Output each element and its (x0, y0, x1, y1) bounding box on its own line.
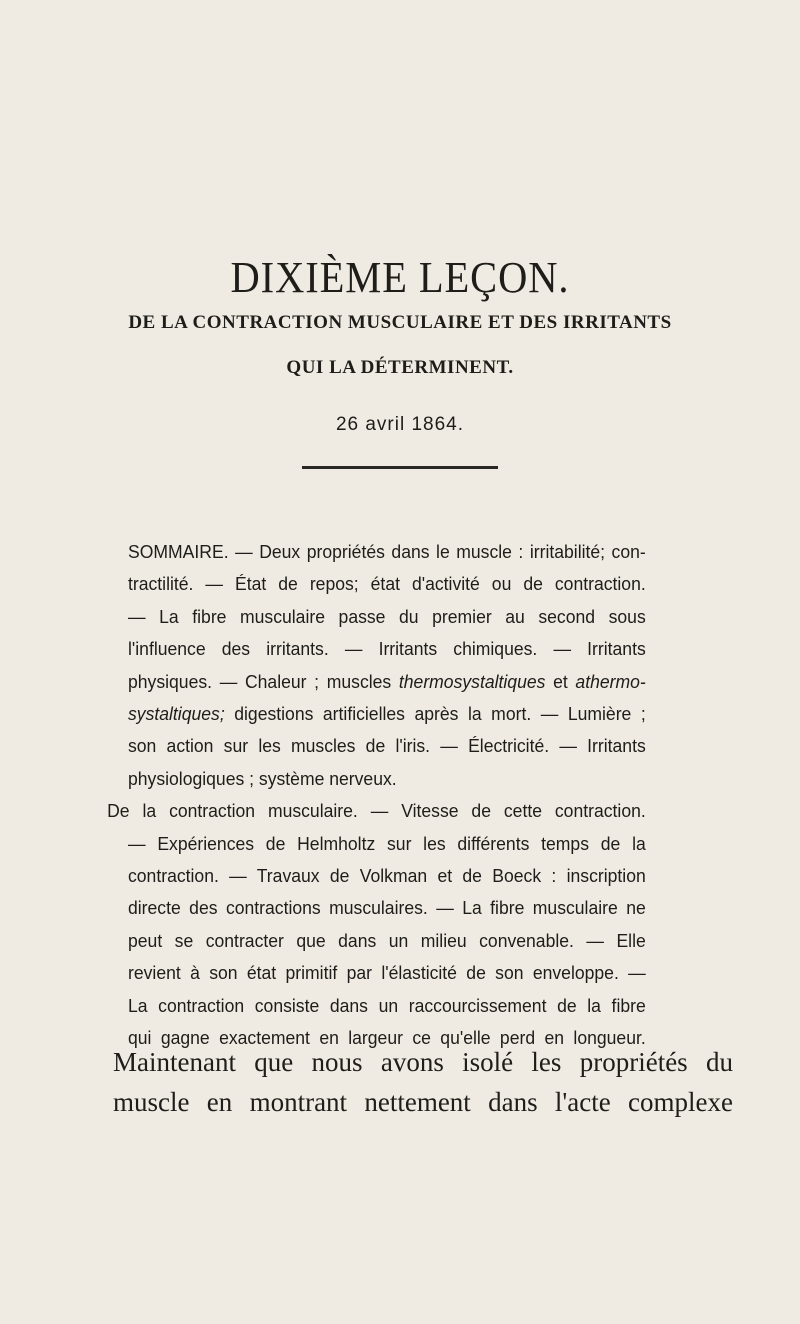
sommaire-line: physiologiques ; système nerveux. (128, 767, 397, 789)
body-line-2: muscle en montrant nettement dans l'acte complexe (113, 1087, 733, 1117)
sommaire-text: physiques. — Chaleur ; muscles (128, 670, 399, 692)
sommaire-line: De la contraction musculaire. — Vitesse de cette contraction. (107, 800, 646, 822)
sommaire-italic-term: systaltiques; (128, 703, 225, 725)
sommaire-line (128, 666, 646, 698)
sommaire-line: SOMMAIRE. — Deux propriétés dans le muscle : irritabilité; con- (128, 541, 646, 562)
sommaire-line: — Expériences de Helmholtz sur les différents temps de la (128, 832, 646, 854)
sommaire-line: qui gagne exactement en largeur ce qu'elle perd en longueur. (128, 1027, 646, 1049)
sommaire-italic-term: thermosystaltiques (398, 670, 546, 692)
chapter-subtitle-line-2: QUI LA DÉTERMINENT. (286, 357, 514, 378)
lecture-date: 26 avril 1864. (335, 414, 465, 435)
lecon-title: DIXIÈME LEÇON. (230, 253, 570, 302)
body-line-1: Maintenant que nous avons isolé les propriétés du (113, 1047, 733, 1077)
sommaire-line: revient à son état primitif par l'élasticité de son enveloppe. — (128, 962, 646, 984)
sommaire-line: — La fibre musculaire passe du premier au second sous (128, 605, 646, 627)
sommaire-text: digestions artificielles après la mort. — Lumière ; (224, 703, 646, 725)
sommaire-line: La contraction consiste dans un raccourcissement de la fibre (128, 994, 646, 1016)
sommaire-line: son action sur les muscles de l'iris. — Électricité. — Irritants (128, 735, 646, 757)
sommaire-text: et (545, 670, 576, 692)
sommaire-italic-term: athermo- (575, 670, 646, 692)
sommaire-line (128, 698, 646, 730)
sommaire-block (107, 536, 646, 1055)
sommaire-line: l'influence des irritants. — Irritants chimiques. — Irritants (128, 638, 646, 660)
sommaire-line: peut se contracter que dans un milieu convenable. — Elle (128, 929, 646, 951)
chapter-subtitle-line-1: DE LA CONTRACTION MUSCULAIRE ET DES IRRITANTS (128, 312, 672, 333)
sommaire-line: contraction. — Travaux de Volkman et de Boeck : inscription (128, 865, 646, 887)
body-paragraph (113, 1042, 733, 1122)
sommaire-line: tractilité. — État de repos; état d'activité ou de contraction. (128, 573, 646, 595)
sommaire-line: directe des contractions musculaires. — La fibre musculaire ne (128, 897, 646, 919)
divider-rule (302, 466, 498, 469)
